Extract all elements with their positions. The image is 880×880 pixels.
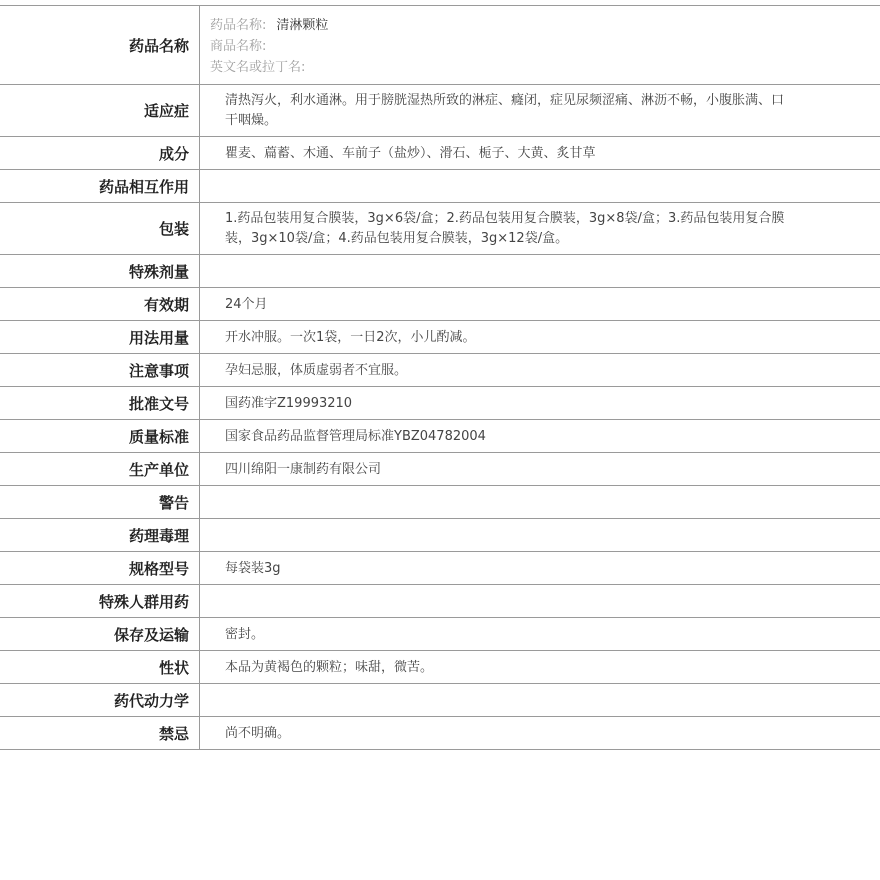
indications-text: 清热泻火，利水通淋。用于膀胱湿热所致的淋症、癃闭，症见尿频涩痛、淋沥不畅，小腹胀满、口干咽燥。 <box>225 93 785 128</box>
row-value <box>200 137 880 169</box>
row-label: 警告 <box>0 486 200 518</box>
row-pharmacokinetics <box>0 684 880 717</box>
row-value <box>200 453 880 485</box>
row-label: 用法用量 <box>0 321 200 353</box>
row-label: 规格型号 <box>0 552 200 584</box>
shelf-life-text: 24个月 <box>225 296 268 312</box>
row-label: 药理毒理 <box>0 519 200 551</box>
row-label: 禁忌 <box>0 717 200 749</box>
trade-name-key: 商品名称: <box>210 39 267 54</box>
approval-text: 国药准字Z19993210 <box>225 395 353 411</box>
row-value <box>200 651 880 683</box>
row-value <box>200 519 880 551</box>
english-name-key: 英文名或拉丁名: <box>210 60 306 75</box>
row-value <box>200 288 880 320</box>
row-value <box>200 486 880 518</box>
generic-name-key: 药品名称: <box>210 18 267 33</box>
row-label: 生产单位 <box>0 453 200 485</box>
row-standard <box>0 420 880 453</box>
row-manufacturer <box>0 453 880 486</box>
row-drug-names <box>0 6 880 85</box>
drug-info-table <box>0 5 880 750</box>
row-value <box>200 170 880 202</box>
row-label: 特殊人群用药 <box>0 585 200 617</box>
row-value <box>200 354 880 386</box>
row-indications <box>0 85 880 137</box>
row-label: 特殊剂量 <box>0 255 200 287</box>
row-label: 保存及运输 <box>0 618 200 650</box>
row-special-population <box>0 585 880 618</box>
row-value <box>200 684 880 716</box>
row-label: 质量标准 <box>0 420 200 452</box>
standard-text: 国家食品药品监督管理局标准YBZ04782004 <box>225 428 486 444</box>
row-value <box>200 387 880 419</box>
specification-text: 每袋装3g <box>225 560 281 576</box>
row-value <box>200 255 880 287</box>
row-specification <box>0 552 880 585</box>
generic-name-value: 清淋颗粒 <box>276 18 329 33</box>
manufacturer-text: 四川绵阳一康制药有限公司 <box>225 461 382 477</box>
row-warning <box>0 486 880 519</box>
row-label: 药品相互作用 <box>0 170 200 202</box>
row-label: 适应症 <box>0 85 200 136</box>
row-contraindications <box>0 717 880 750</box>
storage-text: 密封。 <box>225 626 265 642</box>
drug-names-value <box>200 6 880 84</box>
row-value <box>200 585 880 617</box>
row-label: 包装 <box>0 203 200 254</box>
row-label: 药品名称 <box>0 6 200 84</box>
row-label: 有效期 <box>0 288 200 320</box>
row-value <box>200 321 880 353</box>
row-value <box>200 717 880 749</box>
row-packaging <box>0 203 880 255</box>
precautions-text: 孕妇忌服，体质虚弱者不宜服。 <box>225 362 408 378</box>
generic-name-line <box>210 15 870 36</box>
row-label: 批准文号 <box>0 387 200 419</box>
row-value <box>200 618 880 650</box>
row-value <box>200 85 880 136</box>
packaging-text: 1.药品包装用复合膜装，3g×6袋/盒；2.药品包装用复合膜装，3g×8袋/盒；3.药品包装用复合膜装，3g×10袋/盒；4.药品包装用复合膜装，3g×12袋/盒。 <box>225 211 785 246</box>
row-value <box>200 552 880 584</box>
row-interactions <box>0 170 880 203</box>
row-dosage <box>0 321 880 354</box>
contraindications-text: 尚不明确。 <box>225 725 291 741</box>
row-approval <box>0 387 880 420</box>
description-text: 本品为黄褐色的颗粒；味甜，微苦。 <box>225 659 434 675</box>
dosage-text: 开水冲服。一次1袋，一日2次，小儿酌减。 <box>225 329 476 345</box>
ingredients-text: 瞿麦、萹蓄、木通、车前子（盐炒）、滑石、栀子、大黄、炙甘草 <box>225 145 596 161</box>
english-name-line <box>210 57 870 78</box>
row-ingredients <box>0 137 880 170</box>
row-shelf-life <box>0 288 880 321</box>
row-special-dosage <box>0 255 880 288</box>
row-pharmacology <box>0 519 880 552</box>
row-value <box>200 420 880 452</box>
row-description <box>0 651 880 684</box>
row-value <box>200 203 880 254</box>
row-label: 药代动力学 <box>0 684 200 716</box>
row-storage <box>0 618 880 651</box>
row-label: 成分 <box>0 137 200 169</box>
row-label: 注意事项 <box>0 354 200 386</box>
row-precautions <box>0 354 880 387</box>
row-label: 性状 <box>0 651 200 683</box>
trade-name-line <box>210 36 870 57</box>
